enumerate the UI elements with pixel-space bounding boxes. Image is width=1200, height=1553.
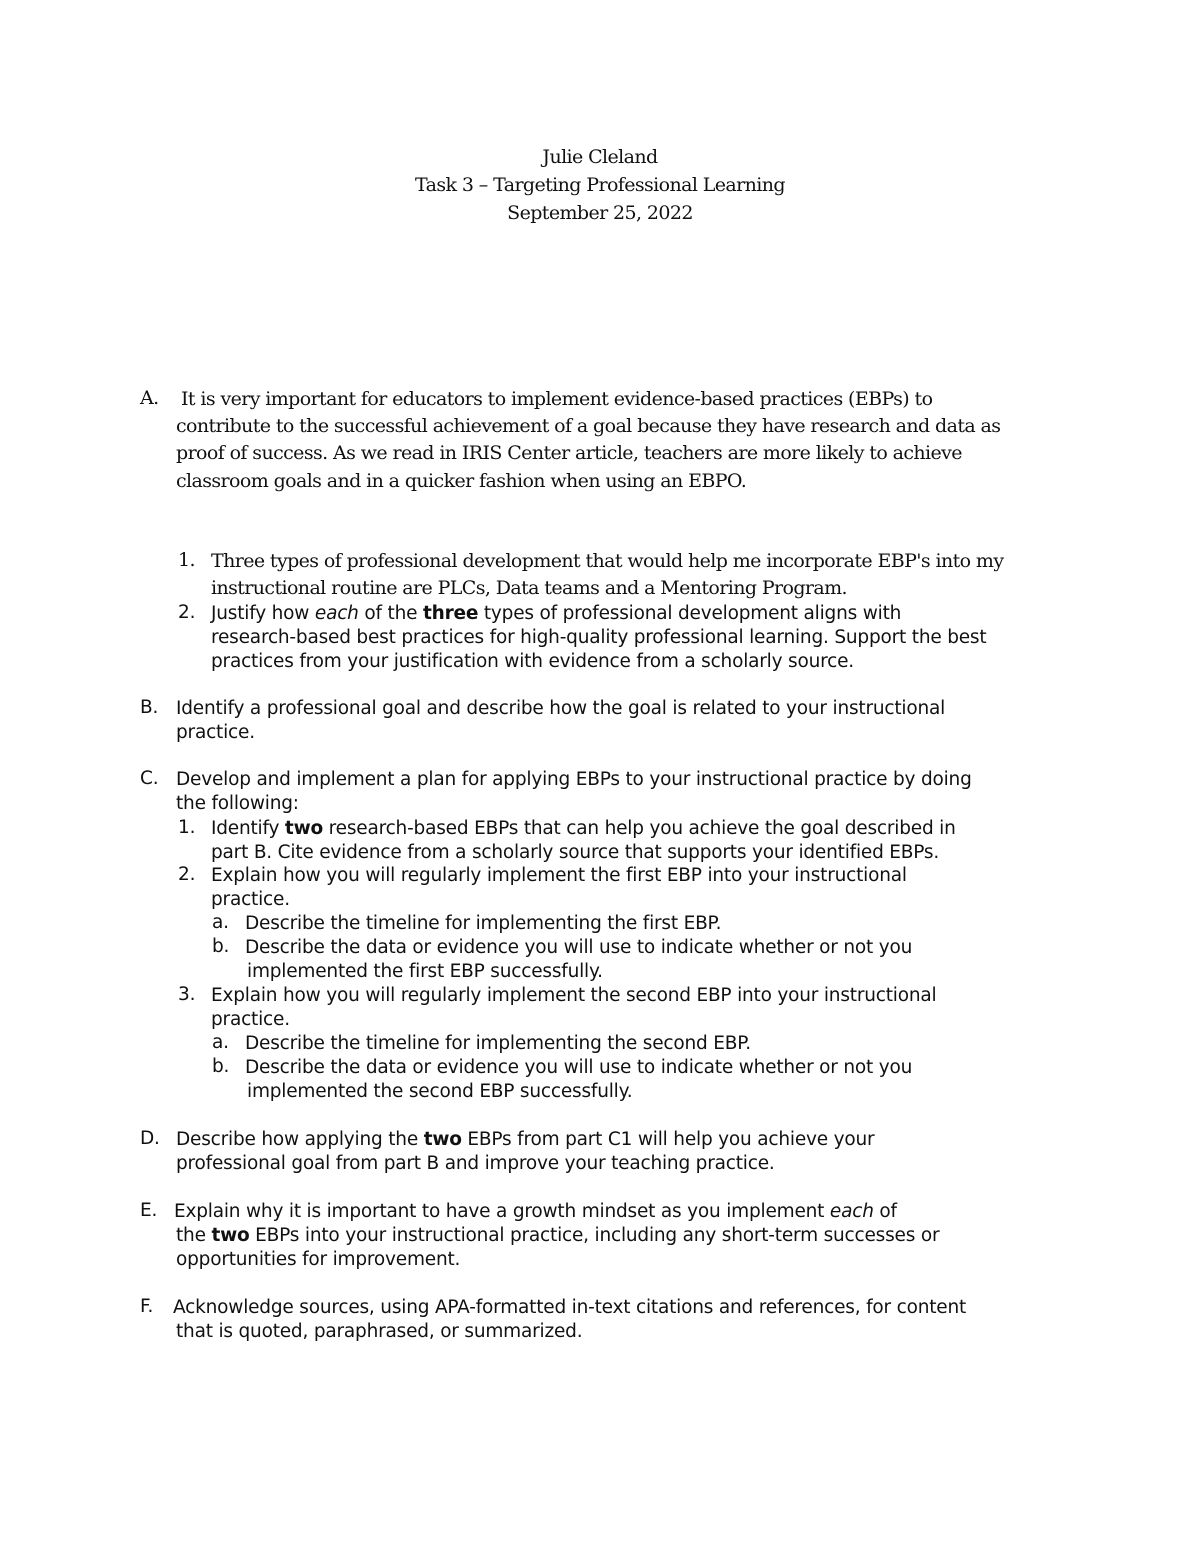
emphasis-two: two xyxy=(211,1225,250,1246)
section-c-line: Develop and implement a plan for applying EBPs to your instructional practice by doing xyxy=(176,769,972,790)
c-item-3a-line: Describe the timeline for implementing the second EBP. xyxy=(245,1033,751,1054)
section-e-label: E. xyxy=(140,1200,158,1221)
section-f xyxy=(140,1296,1140,1346)
section-f-label: F. xyxy=(140,1296,154,1317)
c-item-3-line: practice. xyxy=(211,1009,290,1030)
section-d-line: Describe how applying the two EBPs from part C1 will help you achieve your xyxy=(176,1129,875,1150)
section-a-item-1 xyxy=(178,549,1078,605)
c-item-2-number: 2. xyxy=(178,864,196,885)
document-date: September 25, 2022 xyxy=(507,202,693,224)
emphasis-two: two xyxy=(423,1129,462,1150)
section-e-line: opportunities for improvement. xyxy=(176,1249,461,1270)
c-item-2-line: practice. xyxy=(211,889,290,910)
c-item-1-number: 1. xyxy=(178,817,196,838)
c-item-3b-line: Describe the data or evidence you will use to indicate whether or not you xyxy=(245,1057,913,1078)
c-item-3a-letter: a. xyxy=(212,1032,229,1053)
document-header xyxy=(0,143,1200,227)
section-a-line: It is very important for educators to implement evidence-based practices (EBPs) to xyxy=(181,388,933,410)
section-b-line: practice. xyxy=(176,722,255,743)
section-b xyxy=(140,697,1140,747)
section-d xyxy=(140,1128,1140,1178)
section-a-label: A. xyxy=(140,387,159,409)
section-e xyxy=(140,1200,1140,1274)
c-item-2a-line: Describe the timeline for implementing the first EBP. xyxy=(245,913,722,934)
emphasis-each: each xyxy=(829,1201,874,1222)
emphasis-three: three xyxy=(422,603,479,624)
author-name: Julie Cleland xyxy=(542,146,658,168)
c-item-3-line: Explain how you will regularly implement the second EBP into your instructional xyxy=(211,985,937,1006)
item-line: Three types of professional development that would help me incorporate EBP's into my xyxy=(211,550,1004,572)
section-d-line: professional goal from part B and improve your teaching practice. xyxy=(176,1153,775,1174)
c-item-3-number: 3. xyxy=(178,984,196,1005)
section-f-line: Acknowledge sources, using APA-formatted in-text citations and references, for content xyxy=(173,1297,967,1318)
item-line: instructional routine are PLCs, Data teams and a Mentoring Program. xyxy=(211,577,847,599)
section-a-line: proof of success. As we read in IRIS Center article, teachers are more likely to achieve xyxy=(176,442,962,464)
item-number: 2. xyxy=(178,602,196,623)
emphasis-two: two xyxy=(284,818,323,839)
c-item-2b-line: Describe the data or evidence you will use to indicate whether or not you xyxy=(245,937,913,958)
item-number: 1. xyxy=(178,549,195,571)
section-e-line: Explain why it is important to have a growth mindset as you implement each of xyxy=(174,1201,897,1222)
c-item-2-line: Explain how you will regularly implement the first EBP into your instructional xyxy=(211,865,907,886)
section-c-line: the following: xyxy=(176,793,299,814)
c-item-1-line: part B. Cite evidence from a scholarly source that supports your identified EBPs. xyxy=(211,842,940,863)
item-line: Justify how each of the three types of professional development aligns with xyxy=(211,603,902,624)
c-item-3b-letter: b. xyxy=(212,1056,230,1077)
item-line: research-based best practices for high-quality professional learning. Support the best xyxy=(211,627,987,648)
c-item-2b-line: implemented the first EBP successfully. xyxy=(247,961,603,982)
c-item-3b-line: implemented the second EBP successfully. xyxy=(247,1081,633,1102)
section-a xyxy=(140,387,1140,507)
section-b-label: B. xyxy=(140,697,159,718)
task-title: Task 3 – Targeting Professional Learning xyxy=(415,174,785,196)
section-f-line: that is quoted, paraphrased, or summarized. xyxy=(176,1321,583,1342)
section-a-item-2 xyxy=(178,602,1078,678)
section-b-line: Identify a professional goal and describe how the goal is related to your instructional xyxy=(176,698,946,719)
section-e-line: the two EBPs into your instructional practice, including any short-term successes or xyxy=(176,1225,940,1246)
c-item-1-line: Identify two research-based EBPs that can help you achieve the goal described in xyxy=(211,818,956,839)
c-item-2a-letter: a. xyxy=(212,912,229,933)
section-c-label: C. xyxy=(140,768,159,789)
section-c xyxy=(140,768,1140,1108)
section-a-line: contribute to the successful achievement of a goal because they have research and data as xyxy=(176,415,1001,437)
section-d-label: D. xyxy=(140,1128,160,1149)
item-line: practices from your justification with evidence from a scholarly source. xyxy=(211,651,854,672)
emphasis-each: each xyxy=(314,603,359,624)
section-a-line: classroom goals and in a quicker fashion when using an EBPO. xyxy=(176,470,747,492)
c-item-2b-letter: b. xyxy=(212,936,230,957)
